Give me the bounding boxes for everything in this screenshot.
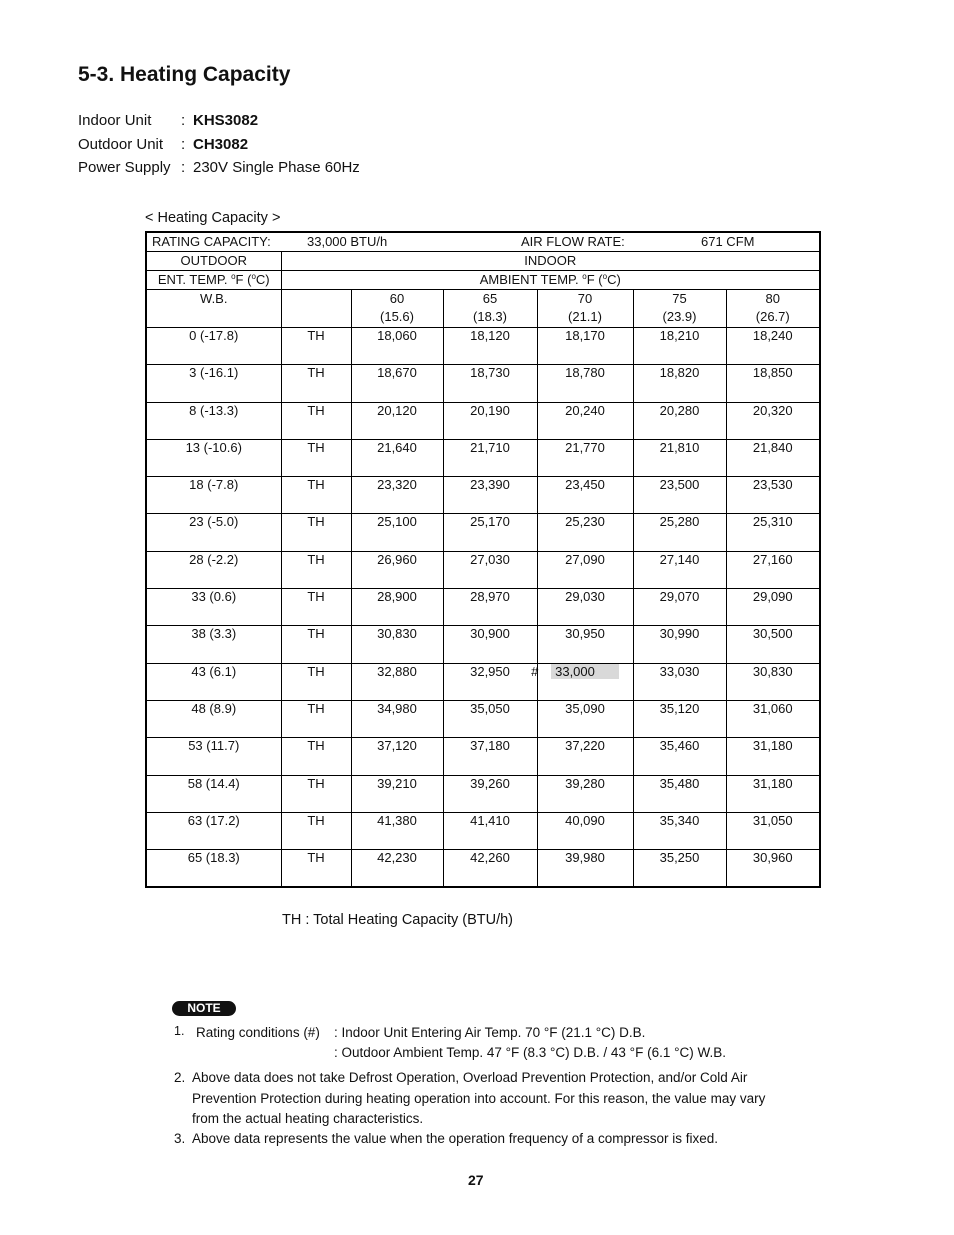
capacity-value-cell: 33,030 [633, 663, 726, 700]
capacity-value-cell: 20,240 [537, 402, 633, 439]
capacity-value-cell: 23,500 [633, 477, 726, 514]
capacity-type-cell: TH [281, 365, 351, 402]
capacity-value-cell: 20,120 [351, 402, 443, 439]
table-row [146, 589, 820, 626]
capacity-value-cell: 27,030 [443, 551, 537, 588]
indoor-header: INDOOR [281, 252, 820, 271]
ent-temp-header: ENT. TEMP. $^o$F ($^o$C) [146, 271, 281, 290]
capacity-value-cell: 32,950 [443, 663, 537, 700]
spec-value: CH3082 [193, 136, 249, 153]
heating-capacity-table [145, 231, 821, 888]
capacity-value-cell: 21,840 [726, 439, 820, 476]
capacity-value-cell: 27,090 [537, 551, 633, 588]
capacity-type-cell: TH [281, 663, 351, 700]
capacity-value-cell: 18,210 [633, 328, 726, 365]
capacity-value-cell: 40,090 [537, 812, 633, 849]
table-row [146, 439, 820, 476]
capacity-value-cell: 28,900 [351, 589, 443, 626]
capacity-value-cell: 25,100 [351, 514, 443, 551]
capacity-value-cell: 31,180 [726, 738, 820, 775]
capacity-value-cell: 18,670 [351, 365, 443, 402]
note-text: Above data represents the value when the operation frequency of a compressor is fixed. [192, 1131, 719, 1146]
capacity-type-cell: TH [281, 850, 351, 887]
capacity-type-cell: TH [281, 626, 351, 663]
capacity-value-cell: 26,960 [351, 551, 443, 588]
capacity-value-cell: 30,990 [633, 626, 726, 663]
wb-temp-cell: 28 (-2.2) [146, 551, 281, 588]
section-label: < Heating Capacity > [145, 210, 281, 226]
capacity-value-cell: 35,340 [633, 812, 726, 849]
capacity-value-cell: 21,640 [351, 439, 443, 476]
wb-temp-cell: 0 (-17.8) [146, 328, 281, 365]
capacity-value-cell: 35,090 [537, 700, 633, 737]
page-number: 27 [468, 1172, 484, 1188]
spec-value: 230V Single Phase 60Hz [193, 159, 360, 176]
column-header-row [146, 290, 820, 328]
capacity-value-cell: 18,170 [537, 328, 633, 365]
spec-label: Power Supply [78, 159, 171, 176]
table-row [146, 812, 820, 849]
note-text: Above data does not take Defrost Operation, Overload Prevention Protection, and/or Cold Air Prevention Protection during heating operation into account. For this reason, the value may vary from the actual heating characteristics. [192, 1070, 766, 1126]
table-row [146, 328, 820, 365]
capacity-value-cell: 23,390 [443, 477, 537, 514]
note-number: 1. [174, 1024, 185, 1038]
capacity-value-cell: 18,120 [443, 328, 537, 365]
wb-temp-cell: 58 (14.4) [146, 775, 281, 812]
indoor-col-header: 75 (23.9) [633, 290, 726, 328]
capacity-value-cell: 34,980 [351, 700, 443, 737]
capacity-value-cell: 37,220 [537, 738, 633, 775]
wb-temp-cell: 63 (17.2) [146, 812, 281, 849]
note-badge: NOTE [172, 1001, 236, 1016]
rating-marker: # [531, 663, 539, 679]
capacity-value-cell: 30,830 [726, 663, 820, 700]
table-legend: TH : Total Heating Capacity (BTU/h) [282, 912, 514, 928]
capacity-value-cell: 21,770 [537, 439, 633, 476]
wb-temp-cell: 33 (0.6) [146, 589, 281, 626]
capacity-value-cell: 42,260 [443, 850, 537, 887]
capacity-value-cell: 20,280 [633, 402, 726, 439]
capacity-value-cell: 20,190 [443, 402, 537, 439]
wb-temp-cell: 53 (11.7) [146, 738, 281, 775]
capacity-value-cell: 31,050 [726, 812, 820, 849]
note-number: 2. [174, 1070, 186, 1085]
capacity-value-cell: 27,140 [633, 551, 726, 588]
wb-temp-cell: 8 (-13.3) [146, 402, 281, 439]
spec-value: KHS3082 [193, 112, 259, 129]
capacity-value-cell: 30,900 [443, 626, 537, 663]
capacity-value-cell: 39,210 [351, 775, 443, 812]
capacity-type-cell: TH [281, 589, 351, 626]
table-row [146, 663, 820, 700]
capacity-value-cell: 39,280 [537, 775, 633, 812]
capacity-value-cell: 21,810 [633, 439, 726, 476]
spec-outdoor-unit: Outdoor Unit : CH3082 [78, 136, 249, 153]
capacity-value-cell: 30,500 [726, 626, 820, 663]
capacity-value-cell: 41,410 [443, 812, 537, 849]
capacity-value-cell: 30,830 [351, 626, 443, 663]
capacity-value-cell: 27,160 [726, 551, 820, 588]
table-row [146, 402, 820, 439]
table-row [146, 700, 820, 737]
table-row [146, 365, 820, 402]
capacity-value-cell: 18,240 [726, 328, 820, 365]
capacity-value-cell: 30,950 [537, 626, 633, 663]
capacity-type-cell: TH [281, 551, 351, 588]
spec-label: Outdoor Unit [78, 136, 164, 153]
capacity-value-cell: 29,030 [537, 589, 633, 626]
capacity-value-cell: 41,380 [351, 812, 443, 849]
table-row [146, 850, 820, 887]
spec-label: Indoor Unit [78, 112, 152, 129]
table-row [146, 775, 820, 812]
capacity-type-cell: TH [281, 812, 351, 849]
note-rating-line: : Outdoor Ambient Temp. 47 °F (8.3 °C) D.B. / 43 °F (6.1 °C) W.B. [334, 1045, 726, 1060]
wb-temp-cell: 65 (18.3) [146, 850, 281, 887]
rating-label: RATING CAPACITY: [152, 234, 271, 249]
wb-temp-cell: 43 (6.1) [146, 663, 281, 700]
capacity-type-cell: TH [281, 328, 351, 365]
capacity-type-cell: TH [281, 700, 351, 737]
capacity-value-cell: 18,820 [633, 365, 726, 402]
airflow-label: AIR FLOW RATE: [521, 234, 625, 249]
capacity-value-cell: 23,530 [726, 477, 820, 514]
capacity-value-cell: 28,970 [443, 589, 537, 626]
capacity-type-cell: TH [281, 514, 351, 551]
capacity-value-cell: 35,120 [633, 700, 726, 737]
indoor-col-header: 65 (18.3) [443, 290, 537, 328]
capacity-value-cell: 23,320 [351, 477, 443, 514]
note-number: 3. [174, 1131, 186, 1146]
indoor-col-header: 70 (21.1) [537, 290, 633, 328]
rating-value-shaded: 33,000 [551, 664, 619, 679]
capacity-value-cell [531, 663, 633, 700]
temp-header-row [146, 271, 820, 290]
wb-temp-cell: 48 (8.9) [146, 700, 281, 737]
capacity-value-cell: 35,050 [443, 700, 537, 737]
rating-point-value [531, 663, 619, 679]
table-row [146, 514, 820, 551]
capacity-value-cell: 25,230 [537, 514, 633, 551]
capacity-value-cell: 35,460 [633, 738, 726, 775]
capacity-value-cell: 25,170 [443, 514, 537, 551]
ambient-temp-header: AMBIENT TEMP. $^o$F ($^o$C) [281, 271, 820, 290]
table-row [146, 626, 820, 663]
rating-row [146, 232, 820, 252]
capacity-value-cell: 31,060 [726, 700, 820, 737]
capacity-value-cell: 20,320 [726, 402, 820, 439]
page-title: 5-3. Heating Capacity [78, 63, 291, 86]
capacity-value-cell: 25,310 [726, 514, 820, 551]
wb-temp-cell: 18 (-7.8) [146, 477, 281, 514]
capacity-value-cell: 21,710 [443, 439, 537, 476]
side-header-row [146, 252, 820, 271]
table-row [146, 551, 820, 588]
outdoor-header: OUTDOOR [146, 252, 281, 271]
note-rating-label: Rating conditions (#) [196, 1025, 320, 1040]
wb-header: W.B. [146, 290, 281, 328]
capacity-value-cell: 35,250 [633, 850, 726, 887]
rating-value: 33,000 BTU/h [307, 234, 388, 249]
indoor-col-header: 60 (15.6) [351, 290, 443, 328]
capacity-value-cell: 42,230 [351, 850, 443, 887]
indoor-col-header: 80 (26.7) [726, 290, 820, 328]
capacity-value-cell: 37,120 [351, 738, 443, 775]
capacity-value-cell: 25,280 [633, 514, 726, 551]
capacity-value-cell: 18,780 [537, 365, 633, 402]
airflow-value: 671 CFM [701, 234, 755, 249]
wb-temp-cell: 23 (-5.0) [146, 514, 281, 551]
wb-temp-cell: 38 (3.3) [146, 626, 281, 663]
capacity-value-cell: 35,480 [633, 775, 726, 812]
capacity-type-cell: TH [281, 477, 351, 514]
spec-power-supply: Power Supply : 230V Single Phase 60Hz [78, 159, 360, 176]
capacity-type-cell: TH [281, 775, 351, 812]
table-row [146, 477, 820, 514]
wb-temp-cell: 13 (-10.6) [146, 439, 281, 476]
capacity-value-cell: 39,260 [443, 775, 537, 812]
capacity-value-cell: 29,070 [633, 589, 726, 626]
capacity-type-cell: TH [281, 402, 351, 439]
capacity-value-cell: 18,060 [351, 328, 443, 365]
capacity-value-cell: 30,960 [726, 850, 820, 887]
capacity-type-cell: TH [281, 738, 351, 775]
capacity-type-cell: TH [281, 439, 351, 476]
wb-temp-cell: 3 (-16.1) [146, 365, 281, 402]
capacity-value-cell: 29,090 [726, 589, 820, 626]
capacity-value-cell: 37,180 [443, 738, 537, 775]
capacity-value-cell: 18,730 [443, 365, 537, 402]
spec-indoor-unit: Indoor Unit : KHS3082 [78, 112, 259, 129]
capacity-value-cell: 32,880 [351, 663, 443, 700]
table-row [146, 738, 820, 775]
capacity-value-cell: 39,980 [537, 850, 633, 887]
note-rating-line: : Indoor Unit Entering Air Temp. 70 °F (21.1 °C) D.B. [334, 1025, 646, 1040]
capacity-value-cell: 31,180 [726, 775, 820, 812]
capacity-value-cell: 23,450 [537, 477, 633, 514]
type-header-empty [281, 290, 351, 328]
capacity-value-cell: 18,850 [726, 365, 820, 402]
